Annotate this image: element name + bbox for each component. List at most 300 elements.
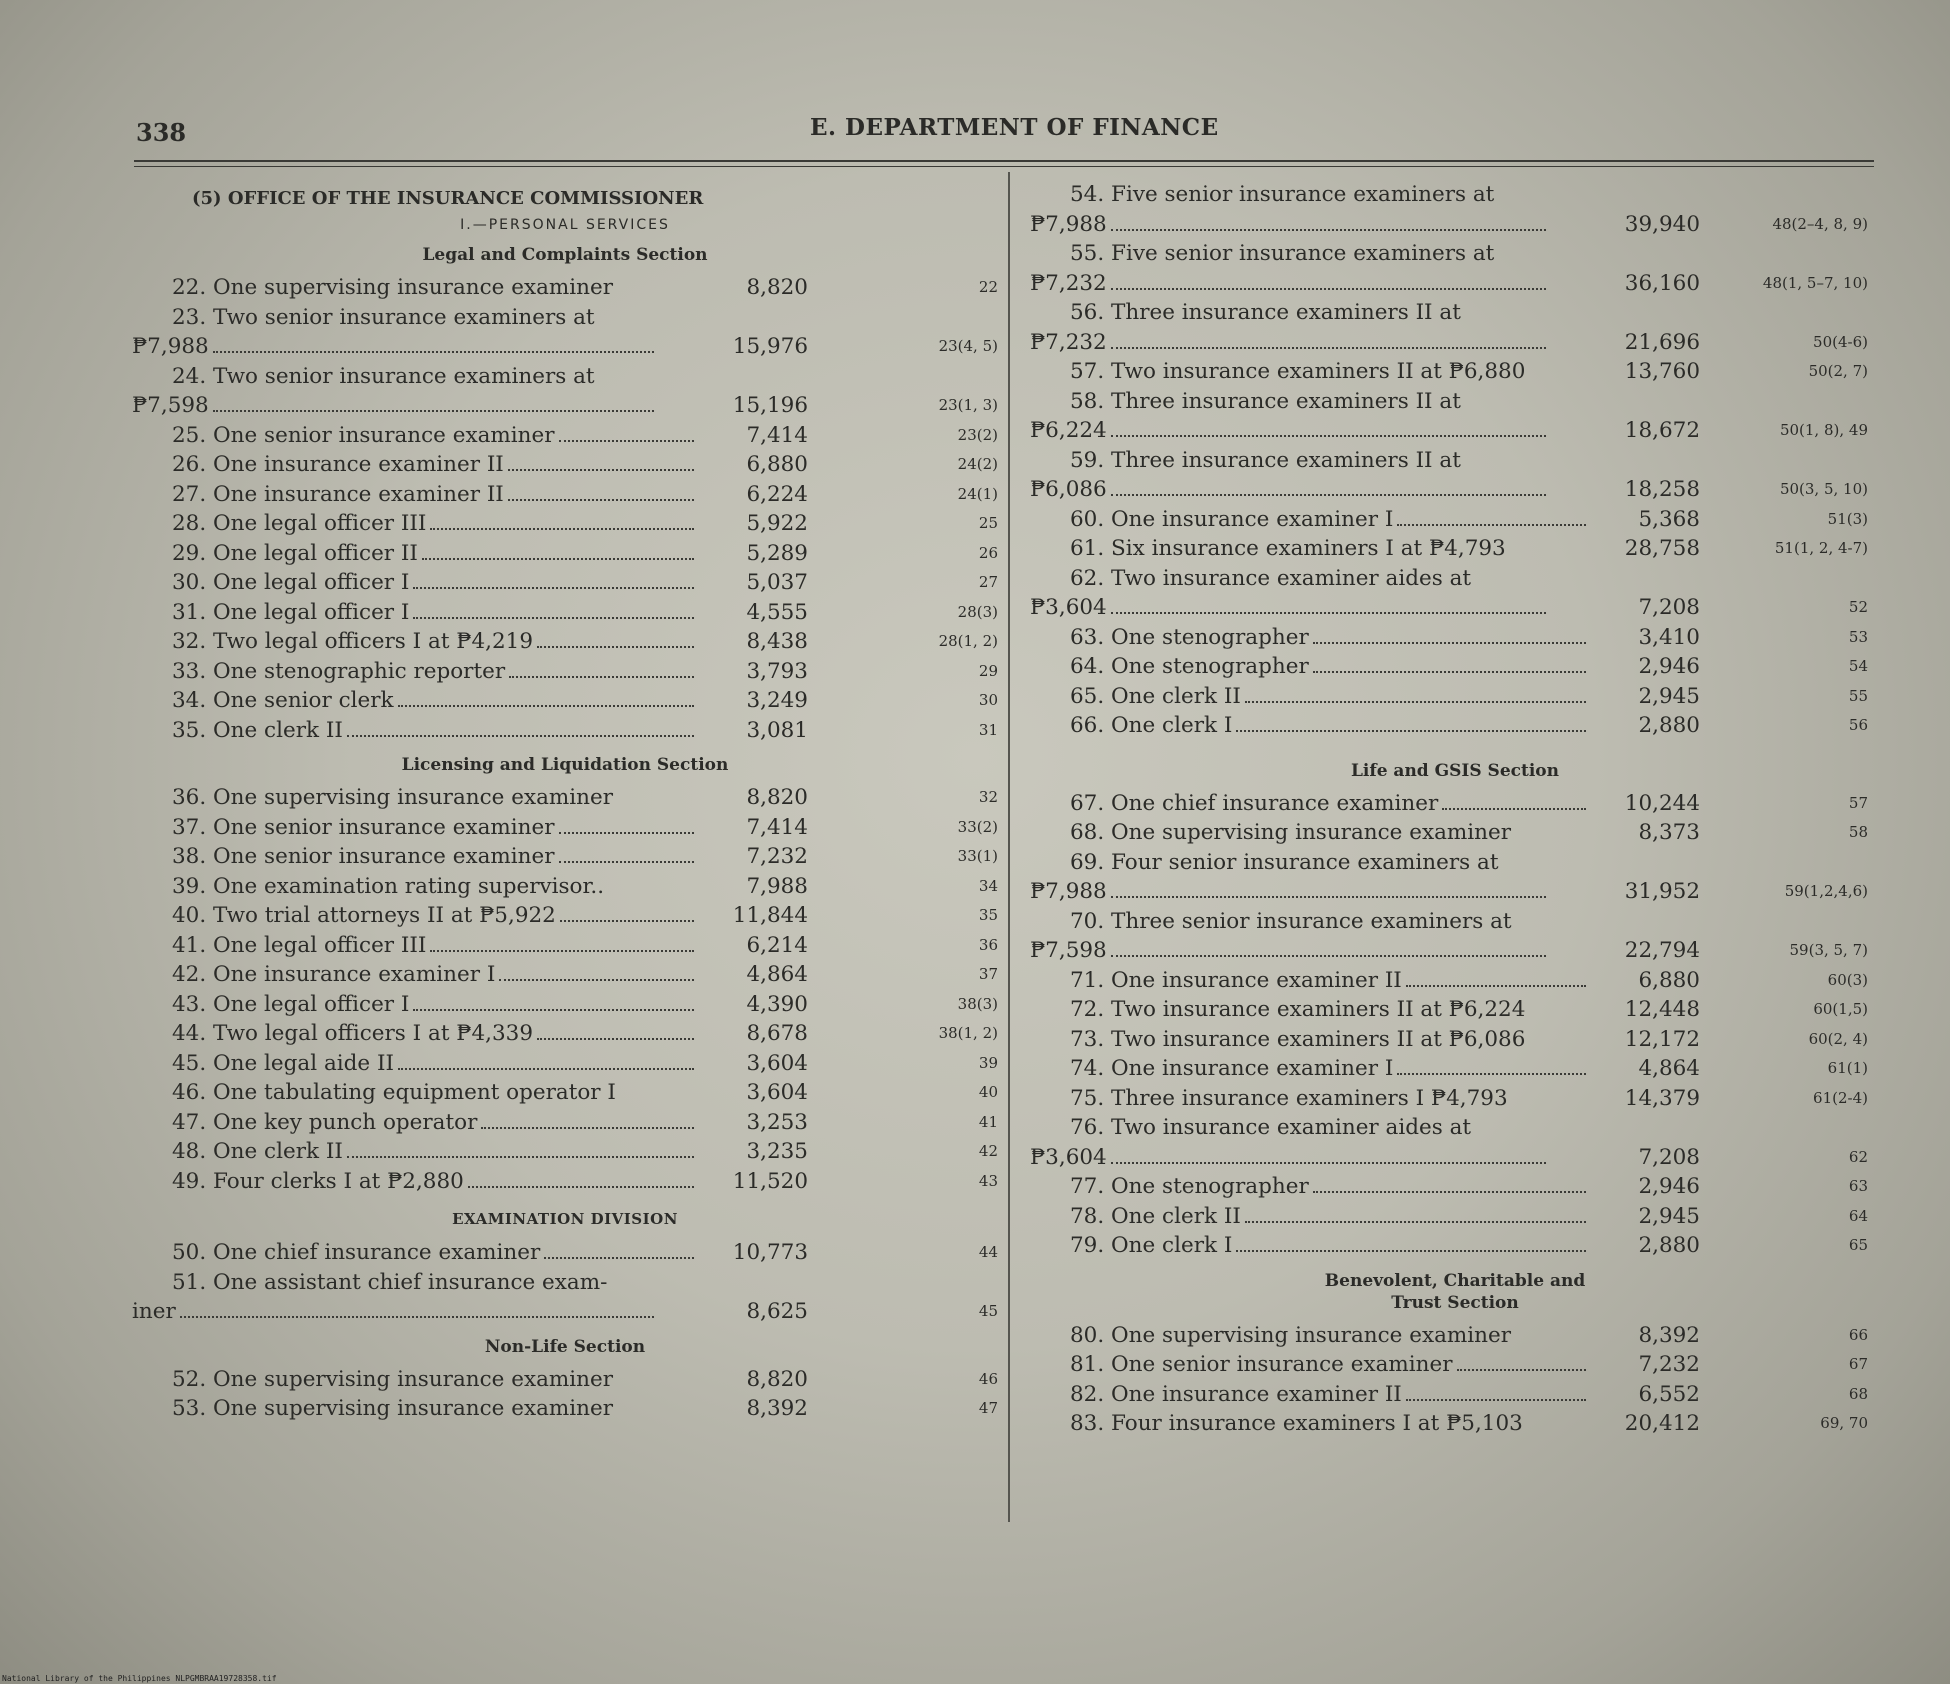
leader-dots <box>537 1038 694 1040</box>
item-reference: 31 <box>978 720 998 739</box>
item-description <box>1030 1350 1586 1380</box>
item-reference: 50(3, 5, 10) <box>1779 480 1868 498</box>
item-reference: 68 <box>1848 1384 1868 1403</box>
item-reference: 37 <box>978 965 998 983</box>
leader-dots <box>347 735 694 737</box>
leader-dots <box>1111 612 1546 614</box>
item-reference: 60(1,5) <box>1813 1000 1868 1018</box>
item-amount: 8,625 <box>746 1299 808 1324</box>
item-description <box>1030 1202 1586 1232</box>
leader-dots <box>413 587 694 589</box>
line-item <box>132 509 998 539</box>
item-description-text: 62. Two insurance examiner aides at <box>1070 565 1472 591</box>
line-item <box>132 627 998 657</box>
item-description <box>1030 564 1586 594</box>
item-description-text: 40. Two trial attorneys II at ₱5,922 <box>172 903 556 928</box>
line-item <box>1030 652 1880 682</box>
item-reference: 53 <box>1848 627 1868 646</box>
item-amount: 3,253 <box>746 1109 808 1135</box>
section-heading-licensing: Licensing and Liquidation Section <box>401 755 729 775</box>
item-description-text: 77. One stenographer <box>1070 1174 1309 1199</box>
leader-dots <box>1313 642 1586 644</box>
item-amount: 2,880 <box>1638 1233 1700 1258</box>
leader-dots <box>422 558 694 560</box>
rows-benevolent <box>1030 1321 1880 1439</box>
item-reference: 55 <box>1848 686 1868 705</box>
item-amount: 6,214 <box>746 932 808 958</box>
item-amount: 12,448 <box>1624 997 1700 1022</box>
item-amount: 6,224 <box>746 481 808 507</box>
scan-footer: National Library of the Philippines NLPGMBRAA19728358.tif <box>2 1674 277 1683</box>
item-description <box>132 1365 694 1395</box>
item-description-text: 30. One legal officer I <box>172 570 410 595</box>
item-amount: 4,864 <box>1638 1056 1700 1081</box>
item-description-text: 22. One supervising insurance examiner <box>172 275 614 300</box>
line-item <box>132 1137 998 1167</box>
leader-dots <box>1397 1073 1586 1075</box>
item-description <box>132 627 694 657</box>
item-amount: 8,438 <box>746 629 808 654</box>
item-reference: 66 <box>1848 1325 1868 1344</box>
item-reference: 65 <box>1848 1236 1868 1254</box>
line-item <box>132 303 998 333</box>
item-description-text: 71. One insurance examiner II <box>1070 967 1402 993</box>
item-description <box>132 686 694 716</box>
line-item <box>132 1297 998 1327</box>
item-description-text: 76. Two insurance examiner aides at <box>1070 1115 1472 1140</box>
item-reference: 54 <box>1848 657 1868 675</box>
item-reference: 24(2) <box>957 455 998 473</box>
item-description <box>132 931 694 961</box>
item-reference: 28(1, 2) <box>938 632 998 650</box>
leader-dots <box>1111 955 1546 957</box>
line-item <box>132 783 998 813</box>
item-description <box>1030 298 1586 328</box>
item-description-text: ₱3,604 <box>1030 595 1107 620</box>
line-item <box>132 1268 998 1298</box>
leader-dots <box>544 1257 694 1259</box>
line-item <box>132 598 998 628</box>
item-reference: 24(1) <box>957 484 998 503</box>
item-description <box>132 421 694 451</box>
line-item <box>132 391 998 421</box>
item-description <box>1030 180 1586 210</box>
item-amount: 2,945 <box>1638 1203 1700 1229</box>
item-amount: 21,696 <box>1624 329 1700 355</box>
line-item <box>1030 907 1880 937</box>
item-reference: 33(1) <box>957 847 998 865</box>
item-reference: 52 <box>1848 598 1868 616</box>
item-description <box>1030 1025 1586 1055</box>
item-description-text: 74. One insurance examiner I <box>1070 1056 1394 1081</box>
item-reference: 36 <box>978 935 998 954</box>
division-heading-examination: EXAMINATION DIVISION <box>452 1210 678 1228</box>
item-reference: 42 <box>978 1142 998 1160</box>
leader-dots <box>413 617 694 619</box>
item-description-text: 54. Five senior insurance examiners at <box>1070 182 1495 207</box>
line-item <box>132 480 998 510</box>
leader-dots <box>213 351 654 353</box>
item-amount: 6,880 <box>1638 967 1700 993</box>
item-description-text: 75. Three insurance examiners I ₱4,793 <box>1070 1085 1508 1111</box>
leader-dots <box>430 950 694 952</box>
item-reference: 48(1, 5–7, 10) <box>1762 273 1868 292</box>
item-description <box>132 362 694 392</box>
item-amount: 10,773 <box>732 1240 808 1265</box>
item-reference: 23(4, 5) <box>938 337 998 355</box>
item-description-text: 35. One clerk II <box>172 717 343 743</box>
item-description <box>1030 1231 1586 1261</box>
item-description <box>132 391 654 421</box>
item-reference: 46 <box>978 1369 998 1388</box>
line-item <box>1030 877 1880 907</box>
item-reference: 62 <box>1848 1147 1868 1166</box>
item-reference: 58 <box>1848 823 1868 841</box>
line-item <box>132 990 998 1020</box>
item-description <box>1030 1321 1586 1351</box>
item-amount: 15,976 <box>732 334 808 359</box>
item-description <box>132 872 694 902</box>
item-reference: 38(3) <box>957 994 998 1013</box>
item-reference: 25 <box>978 514 998 532</box>
leader-dots <box>1397 524 1586 526</box>
item-description-text: 32. Two legal officers I at ₱4,219 <box>172 629 534 654</box>
column-divider <box>1008 172 1010 1522</box>
line-item <box>132 716 998 746</box>
item-description-text: 38. One senior insurance examiner <box>172 844 555 869</box>
leader-dots <box>1111 435 1546 437</box>
item-description <box>1030 1054 1586 1084</box>
rows-nonlife <box>132 1365 998 1424</box>
item-description <box>132 509 694 539</box>
line-item <box>132 421 998 451</box>
item-description <box>132 303 694 333</box>
item-reference: 40 <box>978 1083 998 1101</box>
item-amount: 22,794 <box>1624 938 1700 963</box>
leader-dots <box>1111 1162 1546 1164</box>
item-description <box>1030 966 1586 996</box>
item-amount: 6,880 <box>746 452 808 477</box>
page-number: 338 <box>136 118 187 147</box>
item-reference: 29 <box>978 661 998 680</box>
item-description-text: 81. One senior insurance examiner <box>1070 1352 1453 1377</box>
personal-services-subtitle: I.—PERSONAL SERVICES <box>460 217 670 233</box>
item-reference: 39 <box>978 1053 998 1072</box>
item-description <box>1030 711 1586 741</box>
item-description-text: 26. One insurance examiner II <box>172 452 504 477</box>
line-item <box>1030 416 1880 446</box>
line-item <box>132 931 998 961</box>
leader-dots <box>1245 701 1586 703</box>
line-item <box>132 450 998 480</box>
leader-dots <box>1245 1221 1586 1223</box>
left-column <box>132 180 998 1424</box>
leader-dots <box>508 469 694 471</box>
item-description <box>132 813 694 843</box>
leader-dots <box>1406 1399 1586 1401</box>
rows-examination <box>132 1238 998 1327</box>
item-reference: 30 <box>978 691 998 709</box>
item-description-text: 33. One stenographic reporter <box>172 658 506 684</box>
item-description <box>1030 1113 1586 1143</box>
rows-life <box>1030 789 1880 1261</box>
item-amount: 8,820 <box>746 1366 808 1392</box>
item-description-text: 39. One examination rating supervisor.. <box>172 873 605 899</box>
item-description <box>1030 1084 1586 1114</box>
item-amount: 3,793 <box>746 658 808 684</box>
item-description-text: ₱7,988 <box>132 334 209 359</box>
item-description <box>132 598 694 628</box>
item-amount: 2,945 <box>1638 683 1700 709</box>
item-description <box>132 273 694 303</box>
item-description-text: 28. One legal officer III <box>172 511 427 536</box>
item-description-text: 63. One stenographer <box>1070 624 1309 650</box>
item-amount: 7,414 <box>746 814 808 840</box>
item-reference: 35 <box>978 906 998 924</box>
item-amount: 7,208 <box>1638 595 1700 620</box>
line-item <box>1030 1172 1880 1202</box>
item-reference: 61(2-4) <box>1813 1088 1868 1107</box>
line-item <box>132 1394 998 1424</box>
item-description-text: 27. One insurance examiner II <box>172 481 504 507</box>
line-item <box>1030 357 1880 387</box>
item-description <box>1030 682 1586 712</box>
item-description <box>132 960 694 990</box>
item-amount: 8,678 <box>746 1021 808 1046</box>
item-amount: 3,249 <box>746 688 808 713</box>
line-item <box>1030 711 1880 741</box>
item-description <box>132 568 694 598</box>
item-description-text: 36. One supervising insurance examiner <box>172 785 614 810</box>
item-reference: 38(1, 2) <box>938 1024 998 1042</box>
section-heading-legal: Legal and Complaints Section <box>422 245 708 265</box>
leader-dots <box>1313 1191 1586 1193</box>
item-reference: 61(1) <box>1827 1059 1868 1077</box>
item-reference: 23(1, 3) <box>938 396 998 414</box>
item-reference: 69, 70 <box>1820 1414 1868 1432</box>
item-description-text: 53. One supervising insurance examiner <box>172 1396 614 1421</box>
leader-dots <box>1236 730 1586 732</box>
item-description <box>1030 1380 1586 1410</box>
item-amount: 11,520 <box>732 1168 808 1194</box>
line-item <box>1030 180 1880 210</box>
item-description-text: 48. One clerk II <box>172 1139 343 1164</box>
leader-dots <box>1111 229 1546 231</box>
line-item <box>132 273 998 303</box>
leader-dots <box>1111 347 1546 349</box>
item-reference: 60(3) <box>1827 970 1868 989</box>
item-description <box>132 1049 694 1079</box>
line-item <box>1030 1380 1880 1410</box>
item-reference: 60(2, 4) <box>1808 1029 1868 1048</box>
item-reference: 59(3, 5, 7) <box>1789 941 1868 959</box>
item-description-text: ₱3,604 <box>1030 1144 1107 1170</box>
item-reference: 59(1,2,4,6) <box>1784 882 1868 900</box>
item-description <box>132 1238 694 1268</box>
leader-dots <box>213 410 654 412</box>
item-reference: 51(1, 2, 4-7) <box>1774 539 1868 557</box>
item-amount: 5,368 <box>1638 506 1700 532</box>
item-amount: 2,880 <box>1638 713 1700 738</box>
line-item <box>1030 818 1880 848</box>
item-amount: 4,390 <box>746 991 808 1017</box>
line-item <box>1030 446 1880 476</box>
item-description-text: ₱7,988 <box>1030 879 1107 904</box>
item-amount: 7,232 <box>1638 1352 1700 1377</box>
line-item <box>1030 564 1880 594</box>
item-amount: 14,379 <box>1624 1085 1700 1111</box>
item-description-text: 23. Two senior insurance examiners at <box>172 304 595 330</box>
item-description-text: 83. Four insurance examiners I at ₱5,103 <box>1070 1411 1523 1436</box>
item-amount: 8,392 <box>1638 1322 1700 1348</box>
item-reference: 56 <box>1848 716 1868 734</box>
line-item <box>1030 1202 1880 1232</box>
item-description-text: 82. One insurance examiner II <box>1070 1381 1402 1407</box>
item-description <box>1030 593 1546 623</box>
item-amount: 5,289 <box>746 540 808 566</box>
leader-dots <box>559 832 694 834</box>
leader-dots <box>398 705 694 707</box>
item-description-text: 44. Two legal officers I at ₱4,339 <box>172 1021 534 1046</box>
item-amount: 20,412 <box>1624 1411 1700 1436</box>
item-description-text: 60. One insurance examiner I <box>1070 506 1394 532</box>
item-description-text: 55. Five senior insurance examiners at <box>1070 241 1495 266</box>
leader-dots <box>468 1186 694 1188</box>
item-amount: 12,172 <box>1624 1026 1700 1052</box>
item-reference: 64 <box>1848 1206 1868 1225</box>
leader-dots <box>481 1127 694 1129</box>
right-column <box>1030 180 1880 1439</box>
item-amount: 4,555 <box>746 599 808 625</box>
item-description-text: 78. One clerk II <box>1070 1203 1241 1229</box>
item-reference: 43 <box>978 1171 998 1190</box>
item-description-text: 67. One chief insurance examiner <box>1070 790 1439 816</box>
line-item <box>132 1049 998 1079</box>
item-description <box>1030 357 1586 387</box>
line-item <box>1030 475 1880 505</box>
item-description <box>132 450 694 480</box>
line-item <box>1030 1084 1880 1114</box>
item-description <box>1030 936 1546 966</box>
item-description-text: ₱7,988 <box>1030 211 1107 237</box>
item-description-text: 69. Four senior insurance examiners at <box>1070 849 1499 875</box>
item-description <box>132 842 694 872</box>
item-description <box>132 1297 654 1327</box>
line-item <box>132 872 998 902</box>
line-item <box>132 332 998 362</box>
item-description-text: 43. One legal officer I <box>172 991 410 1017</box>
line-item <box>132 686 998 716</box>
item-description-text: 47. One key punch operator <box>172 1109 478 1135</box>
item-description-text: 70. Three senior insurance examiners at <box>1070 908 1512 934</box>
item-description <box>1030 623 1586 653</box>
item-reference: 48(2–4, 8, 9) <box>1772 214 1868 233</box>
item-description-text: 66. One clerk I <box>1070 713 1233 738</box>
rows-nonlife-continued <box>1030 180 1880 741</box>
item-amount: 15,196 <box>732 393 808 418</box>
item-amount: 10,244 <box>1624 790 1700 816</box>
item-amount: 18,258 <box>1624 477 1700 502</box>
leader-dots <box>537 646 694 648</box>
item-description <box>1030 475 1546 505</box>
item-reference: 32 <box>978 788 998 806</box>
line-item <box>132 842 998 872</box>
line-item <box>1030 239 1880 269</box>
line-item <box>1030 995 1880 1025</box>
item-amount: 36,160 <box>1624 270 1700 296</box>
line-item <box>132 362 998 392</box>
item-amount: 3,081 <box>746 717 808 743</box>
line-item <box>1030 593 1880 623</box>
header-rule-thin <box>134 166 1874 167</box>
item-description <box>132 332 654 362</box>
leader-dots <box>398 1068 694 1070</box>
line-item <box>1030 269 1880 299</box>
section-heading-life: Life and GSIS Section <box>1350 760 1560 781</box>
item-reference: 50(2, 7) <box>1808 362 1868 380</box>
item-reference: 28(3) <box>957 602 998 621</box>
item-reference: 51(3) <box>1827 509 1868 528</box>
item-amount: 3,235 <box>746 1139 808 1164</box>
line-item <box>132 1078 998 1108</box>
item-description <box>132 1268 694 1298</box>
item-amount: 7,208 <box>1638 1144 1700 1170</box>
item-description-text: 64. One stenographer <box>1070 654 1309 679</box>
item-description <box>1030 1172 1586 1202</box>
leader-dots <box>509 676 694 678</box>
line-item <box>1030 505 1880 535</box>
leader-dots <box>413 1009 694 1011</box>
leader-dots <box>1442 808 1586 810</box>
leader-dots <box>508 499 694 501</box>
item-amount: 28,758 <box>1624 536 1700 561</box>
line-item <box>132 657 998 687</box>
item-description-text: 46. One tabulating equipment operator I <box>172 1080 616 1105</box>
leader-dots <box>1313 671 1586 673</box>
item-description-text: 52. One supervising insurance examiner <box>172 1366 614 1392</box>
item-description <box>1030 877 1546 907</box>
item-amount: 13,760 <box>1624 359 1700 384</box>
item-amount: 8,820 <box>746 785 808 810</box>
item-description <box>1030 269 1546 299</box>
item-amount: 8,392 <box>746 1396 808 1421</box>
line-item <box>132 1238 998 1268</box>
item-description <box>1030 416 1546 446</box>
item-description <box>1030 505 1586 535</box>
item-description <box>132 901 694 931</box>
page-header-title: E. DEPARTMENT OF FINANCE <box>810 114 1219 141</box>
line-item <box>1030 936 1880 966</box>
item-description-text: 68. One supervising insurance examiner <box>1070 820 1512 845</box>
item-reference: 57 <box>1848 793 1868 812</box>
line-item <box>1030 848 1880 878</box>
leader-dots <box>430 528 694 530</box>
item-description-text: 24. Two senior insurance examiners at <box>172 363 595 389</box>
line-item <box>1030 298 1880 328</box>
item-description-text: 31. One legal officer I <box>172 599 410 625</box>
item-reference: 67 <box>1848 1355 1868 1373</box>
item-description <box>132 480 694 510</box>
item-description <box>1030 848 1586 878</box>
item-amount: 7,232 <box>746 844 808 869</box>
item-reference: 47 <box>978 1399 998 1417</box>
line-item <box>1030 623 1880 653</box>
item-description-text: 37. One senior insurance examiner <box>172 814 555 840</box>
item-reference: 26 <box>978 543 998 562</box>
item-description-text: 59. Three insurance examiners II at <box>1070 447 1461 473</box>
leader-dots <box>560 920 694 922</box>
item-description <box>132 990 694 1020</box>
